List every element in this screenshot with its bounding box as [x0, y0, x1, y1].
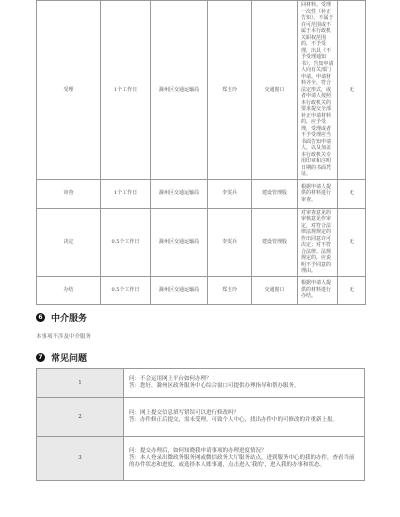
person-cell: 郑玉玲: [208, 276, 252, 304]
desc-cell: 回材料。受理一次性（补正告知）。不属于许可范围或不属于本行政机关职权范围的，不予受理，出具《不予受理通知书》，告知申请人向有关部门申请。申请材料齐全、符合法定形式，或者申请人按照本行政机关的要求提交全部补正申请材料的，应予受理，受理或者不予受理应当书面告知申请人，以及加盖本行政机关专用印章和注明日期的书面凭证。: [298, 1, 338, 180]
time-cell: 0.5个工作日: [101, 276, 151, 304]
faq-number: 2: [37, 398, 124, 437]
intermediary-note: 本事项不涉及中介服务: [36, 334, 92, 340]
desc-cell: 根据申请人提供的材料进行审查。: [298, 179, 338, 208]
process-table: [36, 0, 366, 305]
table-row: [37, 1, 366, 180]
section-number-icon: 6: [36, 313, 45, 322]
time-cell: 1个工作日: [101, 1, 151, 180]
remark-cell: 无: [338, 276, 366, 304]
faq-row: [37, 398, 365, 437]
desc-cell: 根据申请人提供的材料进行办结。: [298, 276, 338, 304]
dept-cell: 建设管理股: [252, 179, 298, 208]
time-cell: 1个工作日: [101, 179, 151, 208]
faq-question: 问：提交办理后，如何知晓我申请事项的办理进度情况？: [129, 448, 267, 454]
table-row: [37, 208, 366, 276]
faq-question: 问：不会运用网上平台如何办理？: [129, 376, 212, 382]
org-cell: 滁州区交通运输局: [151, 208, 208, 276]
org-cell: 滁州区交通运输局: [151, 179, 208, 208]
faq-row: [37, 369, 365, 398]
stage-cell: 审查: [37, 179, 101, 208]
faq-content: [124, 398, 365, 437]
org-cell: 滁州区交通运输局: [151, 1, 208, 180]
faq-number: 1: [37, 369, 124, 398]
stage-cell: 决定: [37, 208, 101, 276]
stage-cell: 办结: [37, 276, 101, 304]
section-number-icon: 7: [36, 353, 45, 362]
org-cell: 滁州区交通运输局: [151, 276, 208, 304]
person-cell: 郑玉玲: [208, 1, 252, 180]
section-faq-title: [36, 351, 87, 364]
desc-cell: 对审查意见的审核意见作审定，对符合法律法规规定的作出同意许可决定；对不符合法律、法规规定的，应说明不予同意的理由。: [298, 208, 338, 276]
faq-table: [36, 368, 365, 481]
faq-question: 问：网上提交信息填写错误可以进行修改吗？: [129, 410, 240, 416]
faq-answer: 答：您好，滁州区政务服务中心综合窗口可提供办理指导和帮办服务。: [129, 383, 300, 389]
section-title-text: 中介服务: [51, 314, 88, 324]
section-title-text: 常见问题: [51, 354, 88, 364]
dept-cell: 交通窗口: [252, 1, 298, 180]
faq-number: 3: [37, 437, 124, 481]
dept-cell: 交通窗口: [252, 276, 298, 304]
person-cell: 李雯兵: [208, 208, 252, 276]
time-cell: 0.5个工作日: [101, 208, 151, 276]
stage-cell: 受理: [37, 1, 101, 180]
faq-answer: 答：办件修正后提交，需未受理。可致个人中心，找出办件中的可修改的并重新上报。: [129, 417, 339, 423]
remark-cell: 无: [338, 208, 366, 276]
faq-content: [124, 437, 365, 481]
person-cell: 李雯兵: [208, 179, 252, 208]
faq-row: [37, 437, 365, 481]
table-row: [37, 276, 366, 304]
faq-answer: 答：本人登录出微政务服务网或微信政务大厅服务站点，进到服务中心的我的办件，查看当前的办件状态和进度，或选择本人账事通，点击进入‘我的’，进入我的办事和状态。: [129, 455, 355, 468]
faq-content: [124, 369, 365, 398]
remark-cell: 无: [338, 1, 366, 180]
section-intermediary-title: [36, 311, 87, 324]
dept-cell: 建设管理股: [252, 208, 298, 276]
table-row: [37, 179, 366, 208]
remark-cell: 无: [338, 179, 366, 208]
